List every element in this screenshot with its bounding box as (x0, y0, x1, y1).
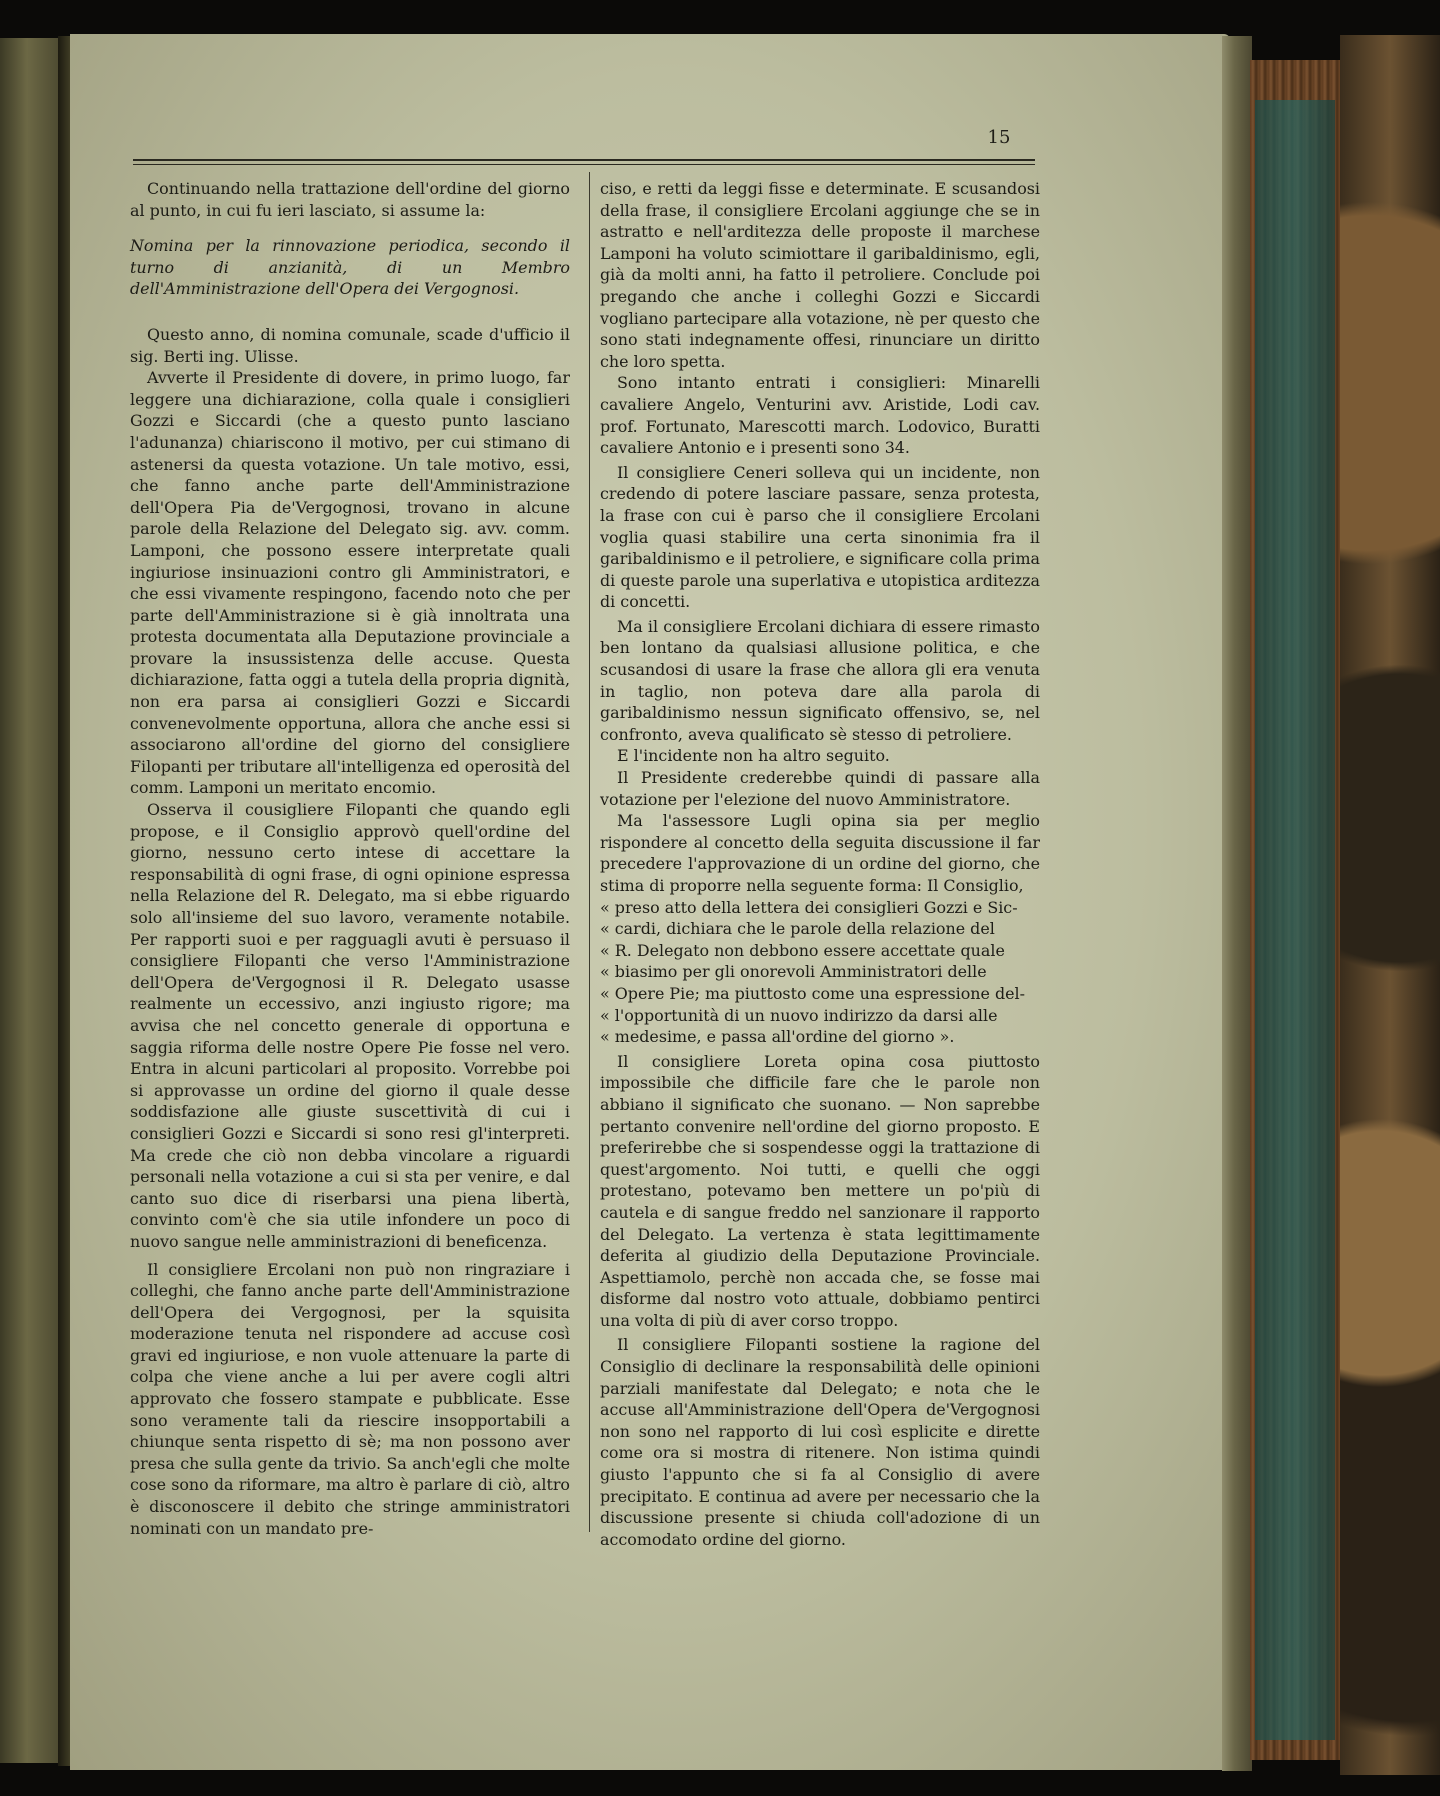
paragraph: ciso, e retti da leggi fisse e determinate. E scusandosi della frase, il consigliere Ercolani aggiunge che se in astratto e nell'arditezza delle proposte il marchese Lamponi ha voluto scimiottare il garibaldinismo, egli, già da molti anni, ha fatto il petroliere. Conclude poi pregando che anche i colleghi Gozzi e Siccardi vogliano partecipare alla votazione, nè per questo che sono stati indegnamente offesi, rinunciare un diritto che loro spetta. (600, 179, 1040, 371)
paragraph: Ma l'assessore Lugli opina sia per meglio rispondere al concetto della seguita discussione il far precedere l'approvazione di un ordine del giorno, che stima di proporre nella seguente forma: Il Consiglio, (600, 811, 1040, 895)
paragraph: Sono intanto entrati i consiglieri: Minarelli cavaliere Angelo, Venturini avv. Aristide, Lodi cav. prof. Fortunato, Marescotti march. Lodovico, Buratti cavaliere Antonio e i presenti sono 34. (600, 373, 1040, 458)
paragraph: Il consigliere Filopanti sostiene la ragione del Consiglio di declinare la responsabilità delle opinioni parziali manifestate dal Delegato; e nota che le accuse all'Amministrazione dell'Opera de'Vergognosi non sono nel rapporto di lui così esplicite e dirette come ora si mostra di ritenere. Non istima quindi giusto l'appunto che si fa al Consiglio di avere precipitato. E continua ad avere per necessario che la discussione presente si chiuda coll'adozione di un accomodato ordine del giorno. (600, 1335, 1040, 1549)
quoted-line: « Opere Pie; ma piuttosto come una espressione del- (600, 983, 1025, 1003)
paragraph: Il consigliere Ceneri solleva qui un incidente, non credendo di potere lasciare passare, senza protesta, la frase con cui è parso che il consigliere Ercolani voglia quasi stabilire una certa sinonimia fra il garibaldinismo e il petroliere, e significare colla prima di queste parole una superlativa e utopistica arditezza di concetti. (600, 462, 1040, 612)
page-number: 15 (987, 127, 1011, 148)
quoted-line: « medesime, e passa all'ordine del giorno ». (600, 1027, 955, 1047)
header-rule-thin (133, 164, 1035, 165)
paragraph: Il consigliere Ercolani non può non ringraziare i colleghi, che fanno anche parte dell'Amministrazione dell'Opera dei Vergognosi, per la squisita moderazione tenuta nel rispondere ad accuse così gravi ed ingiuriose, e non vuole attenuare la parte di colpa che viene anche a lui per avere cogli altri approvato che fossero stampate e pubblicate. Esse sono veramente tali da riescire insopportabili a chiunque senta rispetto di sè; ma non possono aver presa che sulla gente da trivio. Sa anch'egli che molte cose sono da riformare, ma altro è parlare di ciò, altro è disconoscere il debito che stringe amministratori nominati con un mandato pre- (130, 1259, 570, 1538)
paragraph: Ma il consigliere Ercolani dichiara di essere rimasto ben lontano da qualsiasi allusione politica, e che scusandosi di usare la frase che allora gli era venuta in taglio, non poteva dare alla parola di garibaldinismo nessun significato offensivo, se, nel confronto, aveva qualificato sè stesso di petroliere. (600, 616, 1040, 744)
paragraph: E l'incidente non ha altro seguito. (617, 746, 890, 766)
paragraph: Continuando nella trattazione dell'ordine del giorno al punto, in cui fu ieri lasciato, si assume la: (130, 179, 570, 220)
agenda-item-title: Nomina per la rinnovazione periodica, secondo il turno di anzianità, di un Membro dell'Amministrazione dell'Opera dei Vergognosi. (130, 236, 570, 299)
paragraph: Questo anno, di nomina comunale, scade d'ufficio il sig. Berti ing. Ulisse. (130, 324, 570, 366)
marbled-cover (1340, 35, 1440, 1775)
left-page-edge (0, 38, 60, 1763)
quoted-line: « preso atto della lettera dei consiglieri Gozzi e Sic- (600, 897, 1018, 917)
column-divider (589, 172, 590, 1532)
quoted-line: « biasimo per gli onorevoli Amministratori delle (600, 962, 987, 982)
quoted-line: « l'opportunità di un nuovo indirizzo da darsi alle (600, 1005, 998, 1025)
paragraph: Il consigliere Loreta opina cosa piuttosto impossibile che difficile fare che le parole non abbiano il significato che suonano. — Non saprebbe pertanto convenire nell'ordine del giorno proposto. E preferirebbe che si sospendesse oggi la trattazione di quest'argomento. Noi tutti, e quelli che oggi protestano, potevamo ben mettere un po'più di cautela e di sangue freddo nel sanzionare il rapporto del Delegato. La vertenza è stata legittimamente deferita al giudizio della Deputazione Provinciale. Aspettiamolo, perchè non accada che, se fosse mai disforme dal nostro voto attuale, dobbiamo pentirci una volta di più di aver corso troppo. (600, 1051, 1040, 1330)
paragraph: Il Presidente crederebbe quindi di passare alla votazione per l'elezione del nuovo Amministratore. (600, 768, 1040, 809)
header-rule (133, 159, 1035, 161)
page-curl-edge (1222, 36, 1252, 1771)
right-column (600, 178, 1040, 1550)
paragraph: Osserva il cousigliere Filopanti che quando egli propose, e il Consiglio approvò quell'ordine del giorno, nessuno certo intese di accettare la responsabilità di ogni frase, di ogni opinione espressa nella Relazione del R. Delegato, ma si ebbe riguardo solo all'insieme del suo lavoro, veramente notabile. Per rapporti suoi e per ragguagli avuti è persuaso il consigliere Filopanti che verso l'Amministrazione dell'Opera de'Vergognosi il R. Delegato usasse realmente un eccessivo, anzi ingiusto rigore; ma avvisa che nel concetto generale di opportuna e saggia riforma delle nostre Opere Pie fosse nel vero. Entra in alcuni particolari al proposito. Vorrebbe poi si approvasse un ordine del giorno il quale desse soddisfazione alle giuste suscettività di cui i consiglieri Gozzi e Siccardi si sono resi gl'interpreti. Ma crede che ciò non debba vincolare a riguardi personali nella votazione a cui si sta per venire, e dal canto suo dice di riserbarsi una piena libertà, convinto com'è che sia utile infondere un poco di nuovo sangue nelle amministrazioni di beneficenza. (130, 800, 570, 1251)
quoted-line: « cardi, dichiara che le parole della relazione del (600, 919, 995, 939)
quoted-line: « R. Delegato non debbono essere accettate quale (600, 940, 1005, 960)
left-column (130, 178, 570, 1539)
paragraph: Avverte il Presidente di dovere, in primo luogo, far leggere una dichiarazione, colla quale i consiglieri Gozzi e Siccardi (che a questo punto lasciano l'adunanza) chiariscono il motivo, per cui stimano di astenersi da questa votazione. Un tale motivo, essi, che fanno anche parte dell'Amministrazione dell'Opera Pia de'Vergognosi, trovano in alcune parole della Relazione del Delegato sig. avv. comm. Lamponi, che possono essere interpretate quali ingiuriose insinuazioni contro gli Amministratori, e che essi vivamente respingono, facendo noto che per parte dell'Amministrazione si è già innoltrata una protesta documentata alla Deputazione provinciale a provare la insussistenza delle accuse. Questa dichiarazione, fatta oggi a tutela della propria dignità, non era parsa ai consiglieri Gozzi e Siccardi convenevolmente opportuna, allora che anche essi si associarono all'ordine del giorno del consigliere Filopanti per tributare all'intelligenza ed operosità del comm. Lamponi un meritato encomio. (130, 368, 570, 798)
book-fore-edge-teal (1255, 100, 1335, 1740)
